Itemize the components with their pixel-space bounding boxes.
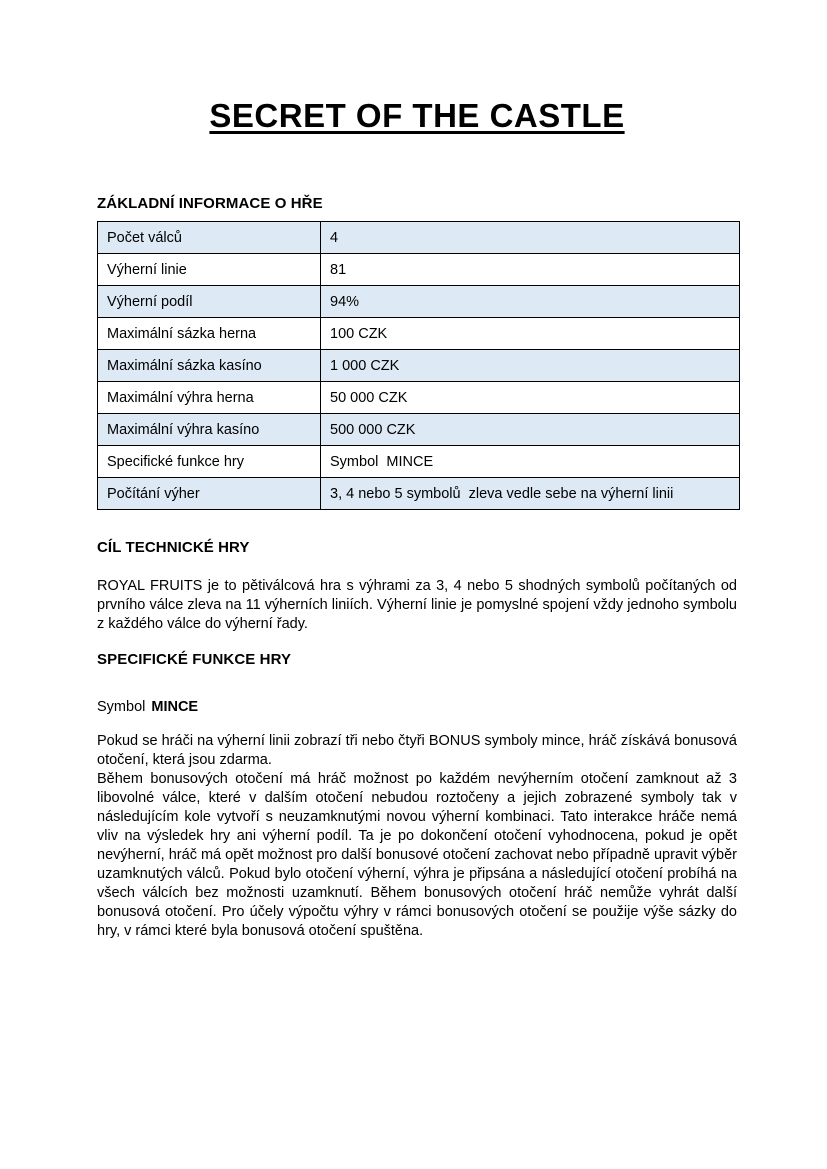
row-value: 4 bbox=[321, 222, 740, 254]
row-value: Symbol MINCE bbox=[321, 446, 740, 478]
table-row bbox=[98, 446, 740, 478]
row-value: 100 CZK bbox=[321, 318, 740, 350]
row-value: 50 000 CZK bbox=[321, 382, 740, 414]
goal-paragraph: ROYAL FRUITS je to pětiválcová hra s výhrami za 3, 4 nebo 5 shodných symbolů počítaných od prvního válce zleva na 11 výherních liniích. Výherní linie je pomyslné spojení vždy jednoho symbolu z každého válce do výherní řady. bbox=[97, 578, 737, 632]
row-label: Maximální sázka herna bbox=[98, 318, 321, 350]
row-label: Maximální výhra kasíno bbox=[98, 414, 321, 446]
row-label: Maximální výhra herna bbox=[98, 382, 321, 414]
row-label: Specifické funkce hry bbox=[98, 446, 321, 478]
row-value: 1 000 CZK bbox=[321, 350, 740, 382]
table-row bbox=[98, 350, 740, 382]
bonus-description bbox=[97, 732, 737, 941]
row-value: 3, 4 nebo 5 symbolů zleva vedle sebe na výherní linii bbox=[321, 478, 740, 510]
table-row bbox=[98, 222, 740, 254]
heading-special-functions: SPECIFICKÉ FUNKCE HRY bbox=[97, 651, 292, 668]
symbol-name: MINCE bbox=[151, 699, 199, 715]
bonus-paragraph-2: Během bonusových otočení má hráč možnost po každém nevýherním otočení zamknout až 3 libovolné válce, které v dalším otočení nebudou roztočeny a jejich zobrazené symboly tak v následujícím kole vytvoří s neuzamknutými novou výherní kombinaci. Tato interakce hráče nemá vliv na výsledek hry ani výherní podíl. Ta je po dokončení otočení vyhodnocena, pokud je opět nevýherní, hráč má opět možnost pro další bonusové otočení zachovat nebo případně upravit výběr uzamknutých válců. Pokud bylo otočení výherní, výhra je připsána a následující otočení probíhá na všech válcích bez možnosti uzamknutí. Během bonusových otočení hráč nemůže vyhrát další bonusová otočení. Pro účely výpočtu výhry v rámci bonusových otočení se použije výše sázky do hry, v rámci které byla bonusová otočení spuštěna. bbox=[97, 771, 737, 939]
table-row bbox=[98, 286, 740, 318]
row-label: Výherní linie bbox=[98, 254, 321, 286]
bonus-paragraph-1: Pokud se hráči na výherní linii zobrazí tři nebo čtyři BONUS symboly mince, hráč získává bonusová otočení, která jsou zdarma. bbox=[97, 733, 737, 768]
symbol-line bbox=[97, 698, 737, 717]
table-row bbox=[98, 318, 740, 350]
row-label: Maximální sázka kasíno bbox=[98, 350, 321, 382]
row-label: Počet válců bbox=[98, 222, 321, 254]
row-label: Počítání výher bbox=[98, 478, 321, 510]
row-label: Výherní podíl bbox=[98, 286, 321, 318]
table-row bbox=[98, 414, 740, 446]
table-row bbox=[98, 382, 740, 414]
row-value: 94% bbox=[321, 286, 740, 318]
row-value: 81 bbox=[321, 254, 740, 286]
document-title: SECRET OF THE CASTLE bbox=[209, 97, 625, 134]
heading-basic-info: ZÁKLADNÍ INFORMACE O HŘE bbox=[97, 195, 323, 212]
basic-info-table bbox=[97, 221, 740, 510]
symbol-label: Symbol bbox=[97, 699, 146, 715]
table-row bbox=[98, 478, 740, 510]
heading-goal: CÍL TECHNICKÉ HRY bbox=[97, 539, 250, 556]
row-value: 500 000 CZK bbox=[321, 414, 740, 446]
table-row bbox=[98, 254, 740, 286]
